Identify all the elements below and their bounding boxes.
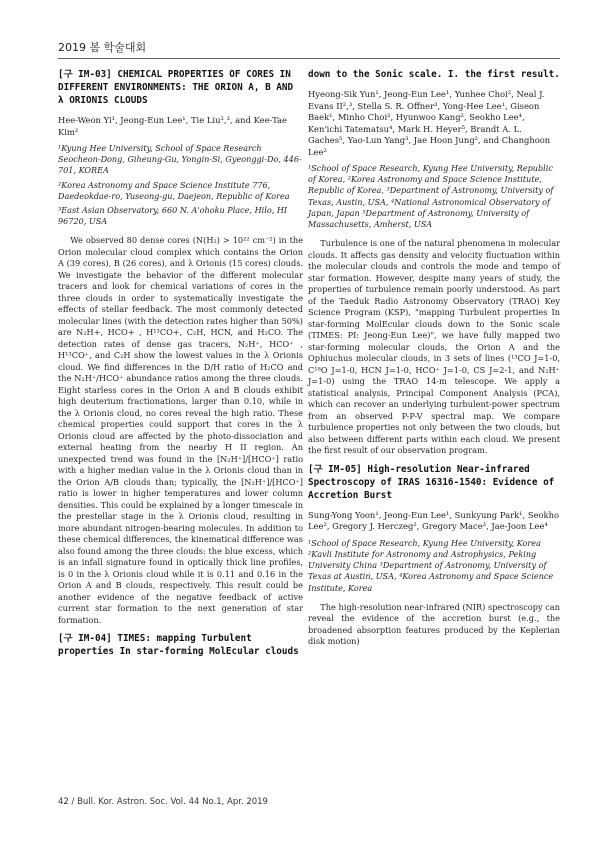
header-rule: [58, 58, 560, 59]
authors-im03: Hee-Weon Yi¹, Jeong-Eun Lee¹, Tie Liu²,³, and Kee-Tae Kim²: [58, 115, 287, 137]
abstract-body-im03: We observed 80 dense cores (N(H₂) > 10²² cm⁻²) in the Orion molecular cloud complex which contains the Orion A (39 cores), B (26 cores), and λ Orionis (15 cores) clouds. We investigate the behavior of the different molecular tracers and look for chemical variations of cores in the three clouds in order to systematically investigate the effects of stellar feedback. The most commonly detected molecular lines (with the detection rates higher than 50%) are N₂H+, HCO+ , H¹³CO+, C₂H, HCN, and H₂CO. The detection rates of dense gas tracers, N₂H⁺, HCO⁺ , H¹³CO⁺, and C₂H show the lowest values in the λ Orionis cloud. We find differences in the D/H ratio of H₂CO and the N₂H⁺/HCO⁺ abundance ratios among the three clouds. Eight starless cores in the Orion A and B clouds exhibit high deuterium fractionations, larger than 0.10, while in the λ Orionis cloud, no cores reveal the high ratio. These chemical properties could support that cores in the λ Orionis cloud are affected by the photo-dissociation and external heating from the nearby H II region. An unexpected trend was found in the [N₂H⁺]/[HCO⁺] ratio with a higher median value in the λ Orionis cloud than in the Orion A/B clouds than; typically, the [N₂H⁺]/[HCO⁺] ratio is lower in higher temperatures and lower column densities. This could be explained by a longer timescale in the prestellar stage in the λ Orionis cloud, resulting in more abundant nitrogen-bearing molecules. In addition to these chemical differences, the kinematical difference was also found among the three clouds: the blue excess, which is an infall signature found in optically thick line profiles, is 0 in the λ Orionis cloud while it is 0.11 and 0.16 in the Orion A and B clouds, respectively. This result could be another evidence of the negative feedback of active current star formation to the next generation of star formation.: [58, 235, 303, 625]
affiliation-3: ³East Asian Observatory, 660 N. A'ohoku Place, Hilo, HI 96720, USA: [58, 205, 288, 227]
left-column: [58, 68, 303, 658]
abstract-body-im04: Turbulence is one of the natural phenomena in molecular clouds. It affects gas density and velocity fluctuation within the molecular clouds and controls the mode and tempo of star formation. However, despite many years of study, the properties of turbulence remain poorly understood. As part of the Taeduk Radio Astronomy Observatory (TRAO) Key Science Program (KSP), "mapping Turbulent properties In star-forming MolEcular clouds down to the Sonic scale (TIMES: PI: Jeong-Eun Lee)", we have fully mapped two star-forming molecular clouds, the Orion A and the Ophiuchus molecular clouds, in 3 sets of lines (¹³CO J=1-0, C¹⁸O J=1-0, HCN J=1-0, HCO⁺ J=1-0, CS J=2-1, and N₂H⁺ J=1-0) using the TRAO 14-m telescope. We apply a statistical analysis, Principal Component Analysis (PCA), which can recover an underlying turbulent-power spectrum from an observed P-P-V spectral map. We compare turbulence properties not only between the two clouds, but also between different parts within each cloud. We present the first result of our observation program.: [308, 238, 560, 456]
abstract-title-im04: [구 IM-04] TIMES: mapping Turbulent properties In star-forming MolEcular clouds: [58, 633, 299, 658]
page-footer: 42 / Bull. Kor. Astron. Soc. Vol. 44 No.1, Apr. 2019: [58, 797, 268, 807]
affiliations-im04: ¹School of Space Research, Kyung Hee University, Republic of Korea, ²Korea Astronomy and Space Science Institute, Republic of Korea, ³Department of Astronomy, University of Texas, Austin, USA, ⁴National Astronomical Observatory of Japan, Japan ⁵Department of Astronomy, University of Massachusetts, Amherst, USA: [308, 163, 554, 230]
affiliations-im03: [58, 143, 303, 227]
authors-im05: Sung-Yong Yoon¹, Jeong-Eun Lee¹, Sunkyung Park¹, Seokho Lee², Gregory J. Herczeg², Gregory Mace³, Jae-Joon Lee⁴: [308, 509, 560, 532]
authors-im04: Hyeong-Sik Yun¹, Jeong-Eun Lee¹, Yunhee Choi², Neal J. Evans II²,³, Stella S. R. Offner³, Yong-Hee Lee¹, Giseon Baek¹, Minho Choi², Hyunwoo Kang², Seokho Lee⁴, Ken'ichi Tatematsu⁴, Mark H. Heyer⁵, Brandt A. L. Gaches⁵, Yao-Lun Yang³, Jae Hoon Jung², and Changhoon Lee²: [308, 89, 551, 157]
affiliation-2: ²Korea Astronomy and Space Science Institute 776, Daedeokdae-ro, Yuseong-gu, Daejeon, Republic of Korea: [58, 179, 290, 201]
abstract-title-im03: [구 IM-03] CHEMICAL PROPERTIES OF CORES IN DIFFERENT ENVIRONMENTS: THE ORION A, B AND λ ORIONIS CLOUDS: [58, 69, 294, 106]
abstract-title-im05: [구 IM-05] High-resolution Near-infrared Spectroscopy of IRAS 16316-1540: Evidence of Accretion Burst: [308, 463, 555, 501]
abstract-body-im05: The high-resolution near-infrared (NIR) spectroscopy can reveal the evidence of the accretion burst (e.g., the broadened absorption features produced by the Keplerian disk motion): [308, 601, 560, 647]
right-column: [308, 68, 560, 648]
abstract-title-im04-continued: down to the Sonic scale. I. the first result.: [308, 69, 560, 80]
running-header: 2019 봄 학술대회: [58, 41, 147, 54]
affiliations-im05: ¹School of Space Research, Kyung Hee University, Korea ²Kavli Institute for Astronomy and Astrophysics, Peking University China ³Department of Astronomy, University of Texas at Austin, USA, ⁴Korea Astronomy and Space Science Institute, Korea: [308, 537, 554, 593]
affiliation-1: ¹Kyung Hee University, School of Space Research Seocheon-Dong, Giheung-Gu, Yongin-Si, Gyeonggi-Do, 446-701, KOREA: [58, 143, 302, 176]
